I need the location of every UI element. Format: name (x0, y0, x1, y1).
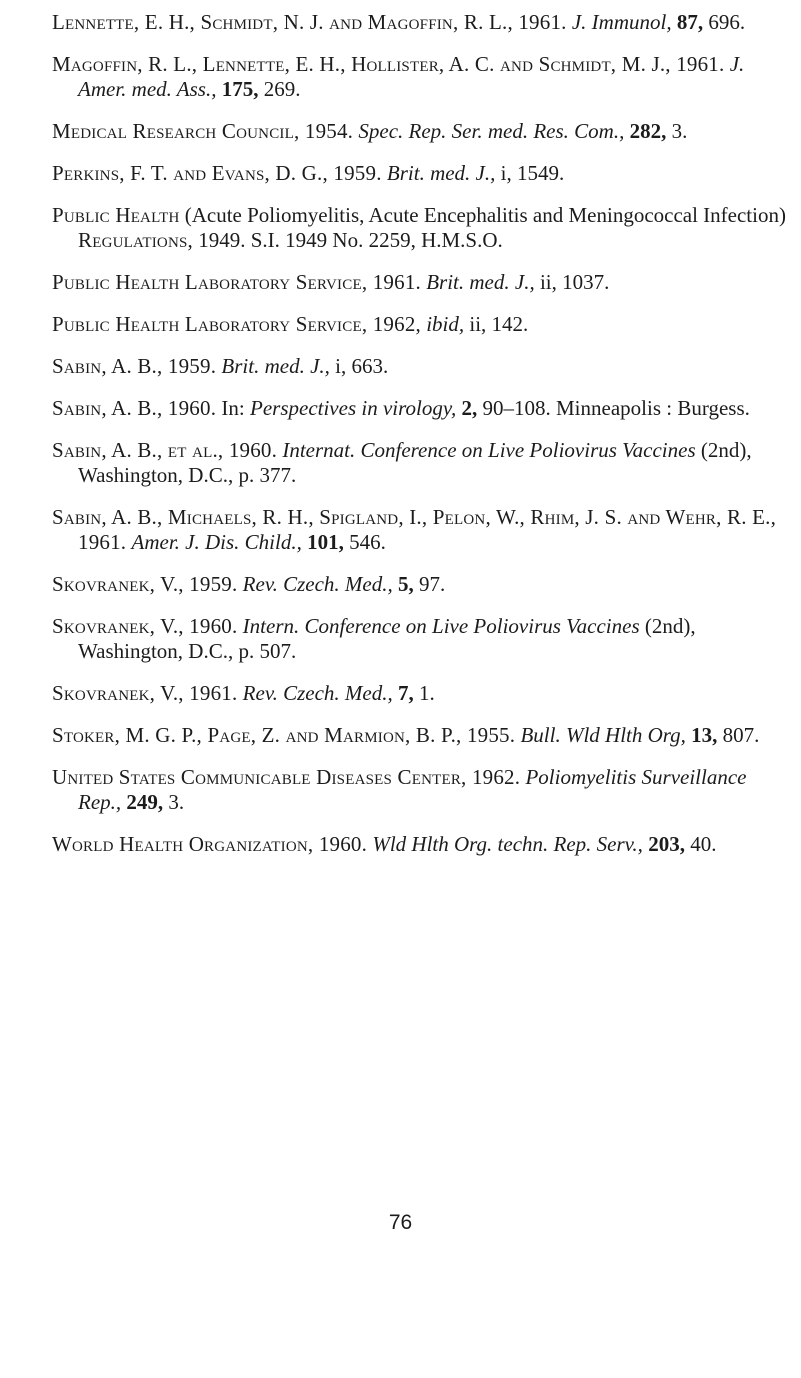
reference-journal: Brit. med. J., (386, 161, 496, 185)
reference-volume: 249, (126, 790, 164, 814)
reference-entry (52, 832, 792, 857)
reference-pages: 40. (690, 832, 717, 856)
reference-entry (52, 396, 792, 421)
reference-journal: Bull. Wld Hlth Org, (520, 723, 686, 747)
reference-entry (52, 203, 792, 253)
reference-list (52, 10, 792, 874)
reference-journal: Rev. Czech. Med., (242, 572, 393, 596)
reference-entry (52, 765, 792, 815)
reference-entry (52, 119, 792, 144)
reference-journal: ibid, (426, 312, 465, 336)
reference-author: Skovranek, V., 1961. (52, 681, 238, 705)
reference-entry (52, 52, 792, 102)
reference-journal: Brit. med. J., (426, 270, 535, 294)
reference-journal: Spec. Rep. Ser. med. Res. Com., (358, 119, 625, 143)
reference-journal: Wld Hlth Org. techn. Rep. Serv., (372, 832, 643, 856)
reference-author: Skovranek, V., 1960. (52, 614, 238, 638)
reference-volume: 175, (221, 77, 259, 101)
reference-pages: 807. (722, 723, 760, 747)
reference-journal: Internat. Conference on Live Poliovirus Vaccines (282, 438, 696, 462)
reference-journal: Intern. Conference on Live Poliovirus Vaccines (242, 614, 640, 638)
reference-journal: Brit. med. J., (221, 354, 330, 378)
reference-journal: Amer. J. Dis. Child., (131, 530, 302, 554)
reference-author: World Health Organization, 1960. (52, 832, 368, 856)
reference-pages: ii, 1037. (539, 270, 610, 294)
reference-entry (52, 10, 792, 35)
reference-volume: 2, (461, 396, 478, 420)
reference-author: Public Health Laboratory Service, 1962, (52, 312, 421, 336)
reference-journal: Perspectives in virology, (250, 396, 457, 420)
reference-entry (52, 723, 792, 748)
reference-pages: 1. (418, 681, 435, 705)
reference-volume: 13, (691, 723, 718, 747)
reference-author: Public Health Laboratory Service, 1961. (52, 270, 421, 294)
reference-entry (52, 270, 792, 295)
reference-author: Sabin, A. B., 1959. (52, 354, 217, 378)
reference-journal: Rev. Czech. Med., (242, 681, 393, 705)
reference-pages: 546. (349, 530, 386, 554)
page-number: 76 (388, 1211, 413, 1234)
reference-volume: 282, (629, 119, 667, 143)
reference-author: Sabin, A. B., Michaels, R. H., Spigland, I., Pelon, W., Rhim, J. S. and Wehr, R. E., 1961. (52, 505, 777, 554)
reference-journal: Poliomyelitis Surveillance Rep., (78, 765, 747, 814)
reference-entry (52, 161, 792, 186)
reference-pages: 1949. S.I. 1949 No. 2259, H.M.S.O. (198, 228, 503, 252)
reference-pages: 90–108. Minneapolis : Burgess. (482, 396, 750, 420)
reference-pages: i, 663. (335, 354, 389, 378)
reference-author: Magoffin, R. L., Lennette, E. H., Hollister, A. C. and Schmidt, M. J., 1961. (52, 52, 725, 76)
reference-volume: 7, (397, 681, 414, 705)
reference-author: Perkins, F. T. and Evans, D. G., 1959. (52, 161, 382, 185)
reference-entry (52, 505, 792, 555)
reference-pages: ii, 142. (469, 312, 529, 336)
reference-entry (52, 312, 792, 337)
reference-pages: i, 1549. (500, 161, 565, 185)
reference-volume: 87, (676, 10, 704, 34)
reference-prefix: In: (221, 396, 245, 420)
reference-entry (52, 681, 792, 706)
reference-author: Sabin, A. B., 1960. (52, 396, 217, 420)
reference-title: (Acute Poliomyelitis, Acute Encephalitis and Meningococcal Infection) (184, 203, 786, 227)
reference-author: United States Communicable Diseases Center, 1962. (52, 765, 521, 789)
reference-journal: J. Immunol, (571, 10, 672, 34)
reference-author: Public Health (52, 203, 180, 227)
reference-journal: J. Amer. med. Ass., (78, 52, 745, 101)
reference-author: Skovranek, V., 1959. (52, 572, 238, 596)
reference-pages: 97. (418, 572, 446, 596)
reference-entry (52, 614, 792, 664)
reference-volume: 5, (397, 572, 414, 596)
reference-author: Sabin, A. B., et al., 1960. (52, 438, 278, 462)
reference-author: Stoker, M. G. P., Page, Z. and Marmion, B. P., 1955. (52, 723, 516, 747)
reference-pages: (2nd), Washington, D.C., p. 507. (78, 614, 696, 663)
reference-pages: (2nd), Washington, D.C., p. 377. (78, 438, 752, 487)
reference-entry (52, 354, 792, 379)
reference-author: Medical Research Council, 1954. (52, 119, 354, 143)
reference-pages: 269. (263, 77, 301, 101)
reference-volume: 101, (307, 530, 344, 554)
reference-volume: 203, (648, 832, 685, 856)
reference-entry (52, 438, 792, 488)
reference-author: Lennette, E. H., Schmidt, N. J. and Magoffin, R. L., 1961. (52, 10, 567, 34)
reference-entry (52, 572, 792, 597)
reference-pages: 3. (671, 119, 688, 143)
reference-author-continued: Regulations, (78, 228, 193, 252)
reference-pages: 696. (708, 10, 746, 34)
reference-pages: 3. (168, 790, 185, 814)
